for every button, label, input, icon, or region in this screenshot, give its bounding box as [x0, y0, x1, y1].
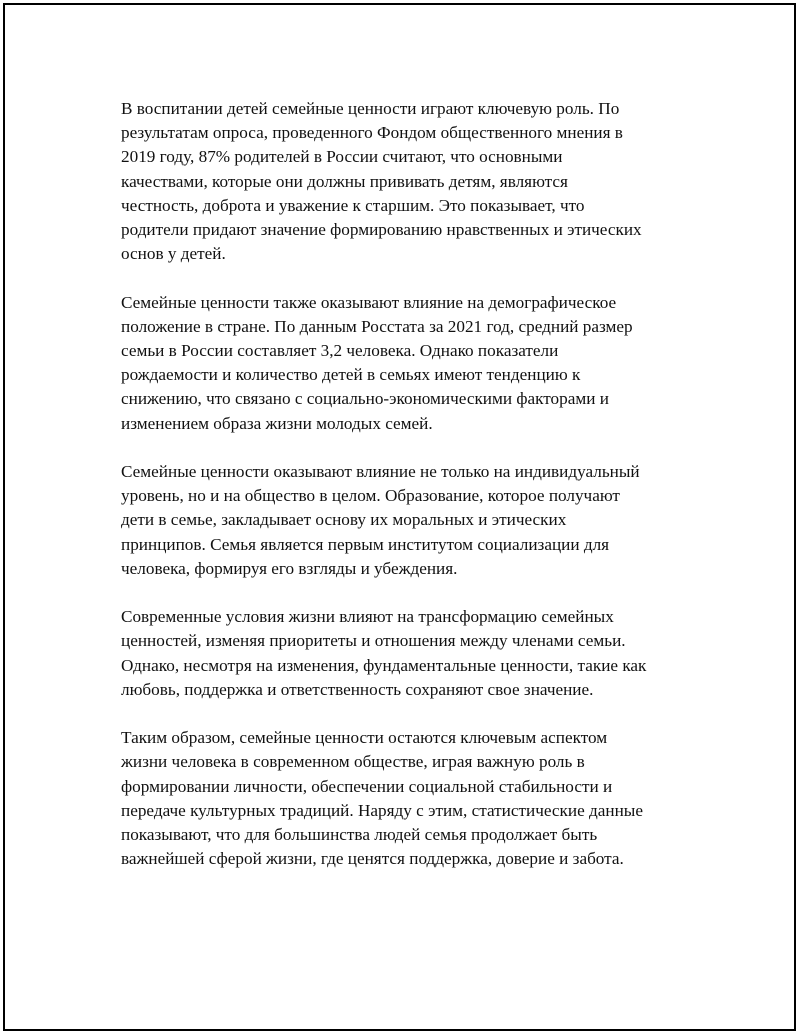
- document-page: [3, 3, 796, 1031]
- text-line: человека, формируя его взгляды и убеждения.: [121, 558, 458, 578]
- text-line: рождаемости и количество детей в семьях имеют тенденцию к: [121, 365, 581, 385]
- text-line: честность, доброта и уважение к старшим. Это показывает, что: [121, 195, 585, 215]
- text-line: Таким образом, семейные ценности остаются ключевым аспектом: [121, 728, 608, 748]
- text-line: жизни человека в современном обществе, играя важную роль в: [121, 752, 585, 772]
- paragraph-3: [121, 460, 691, 581]
- text-line: В воспитании детей семейные ценности играют ключевую роль. По: [121, 99, 620, 118]
- text-line: снижению, что связано с социально-экономическими факторами и: [121, 389, 609, 409]
- text-line: Семейные ценности оказывают влияние не только на индивидуальный: [121, 462, 640, 482]
- text-line: уровень, но и на общество в целом. Образование, которое получают: [121, 486, 620, 506]
- text-line: важнейшей сферой жизни, где ценятся поддержка, доверие и забота.: [121, 849, 624, 869]
- text-line: ценностей, изменяя приоритеты и отношения между членами семьи.: [121, 631, 626, 651]
- document-body: [121, 97, 691, 896]
- text-line: дети в семье, закладывает основу их моральных и этических: [121, 510, 567, 530]
- text-line: изменением образа жизни молодых семей.: [121, 413, 433, 433]
- paragraph-2: [121, 291, 691, 436]
- text-line: Семейные ценности также оказывают влияние на демографическое: [121, 292, 617, 312]
- text-line: результатам опроса, проведенного Фондом общественного мнения в: [121, 123, 623, 143]
- text-line: Современные условия жизни влияют на трансформацию семейных: [121, 607, 614, 627]
- text-line: принципов. Семья является первым институтом социализации для: [121, 534, 610, 554]
- text-line: показывают, что для большинства людей семья продолжает быть: [121, 825, 598, 845]
- text-line: качествами, которые они должны прививать детям, являются: [121, 171, 568, 191]
- text-line: Однако, несмотря на изменения, фундаментальные ценности, такие как: [121, 655, 647, 675]
- text-line: передаче культурных традиций. Наряду с этим, статистические данные: [121, 800, 643, 820]
- text-line: 2019 году, 87% родителей в России считают, что основными: [121, 147, 563, 167]
- paragraph-1: [121, 97, 691, 266]
- text-line: положение в стране. По данным Росстата за 2021 год, средний размер: [121, 316, 633, 336]
- paragraph-5: [121, 726, 691, 871]
- text-line: любовь, поддержка и ответственность сохраняют свое значение.: [121, 679, 594, 699]
- text-line: формировании личности, обеспечении социальной стабильности и: [121, 776, 613, 796]
- text-line: основ у детей.: [121, 244, 226, 264]
- text-line: семьи в России составляет 3,2 человека. Однако показатели: [121, 341, 559, 361]
- paragraph-4: [121, 605, 691, 702]
- text-line: родители придают значение формированию нравственных и этических: [121, 220, 642, 240]
